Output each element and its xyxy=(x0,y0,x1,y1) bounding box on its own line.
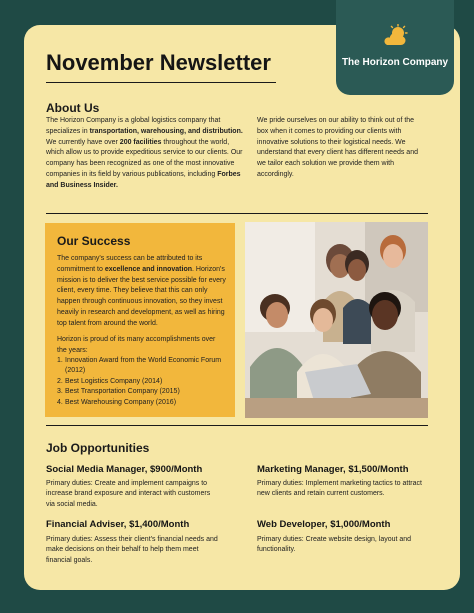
emphasis-text: Forbes and Business Insider. xyxy=(46,170,241,189)
accomplishment-item xyxy=(57,377,227,387)
success-intro: Horizon is proud of its many accomplishments over the years: xyxy=(57,336,216,354)
section-divider-2 xyxy=(46,425,428,426)
company-badge xyxy=(336,0,454,95)
accomplishment-item xyxy=(57,387,227,397)
cloud-sun-icon xyxy=(381,24,411,48)
accomplishments-list xyxy=(57,356,227,408)
page-title: November Newsletter xyxy=(46,50,271,75)
accomplishment-item xyxy=(57,398,227,408)
item-number: 4. xyxy=(57,398,63,406)
accomplishment-item xyxy=(57,356,227,377)
body-text-run: We currently have over xyxy=(46,138,120,146)
success-panel xyxy=(45,223,235,417)
emphasis-text: 200 facilities xyxy=(119,138,162,146)
body-text-run: The company's success can be attributed to its commitment to xyxy=(57,255,203,273)
body-text-run: The Horizon Company is a global logistics company that specializes in xyxy=(46,117,221,135)
about-text-right: We pride ourselves on our ability to think out of the box when it comes to providing our clients with innovative solutions to their logistical needs. We understand that every client has different needs and we tailor each solution we provide them with accordingly. xyxy=(257,117,418,178)
company-name: The Horizon Company xyxy=(341,57,449,68)
team-photo xyxy=(245,222,428,418)
job-title: Financial Adviser, $1,400/Month xyxy=(46,519,190,530)
body-text-run: . Horizon's mission is to deliver the best service possible for every client, every time. They believe that this can only happen through continuous innovation, so they invest heavily in research and development, as well as hiring top talent from around the world. xyxy=(57,265,226,327)
item-number: 3. xyxy=(57,388,63,396)
team-photo-illustration xyxy=(245,222,428,418)
about-heading: About Us xyxy=(46,101,100,115)
item-text: Best Transportation Company (2015) xyxy=(65,388,180,396)
job-title: Social Media Manager, $900/Month xyxy=(46,464,203,475)
job-description: Primary duties: Create website design, layout and functionality. xyxy=(257,536,412,554)
jobs-heading: Job Opportunities xyxy=(46,441,150,455)
emphasis-text: excellence and innovation xyxy=(104,265,192,273)
job-description: Primary duties: Create and implement campaigns to increase brand exposure and interact with customers via social media. xyxy=(46,480,211,508)
job-description: Primary duties: Implement marketing tactics to attract new clients and retain current customers. xyxy=(257,480,422,498)
body-text-run: throughout the world, which allow us to provide expeditious service to our clients. Our company has been recognized as one of the most innovative companies in its field by various publications, including xyxy=(46,138,243,178)
item-number: 2. xyxy=(57,377,63,385)
job-title: Marketing Manager, $1,500/Month xyxy=(257,464,409,475)
item-text: Best Warehousing Company (2016) xyxy=(65,398,177,406)
item-text: Best Logistics Company (2014) xyxy=(65,377,163,385)
success-heading: Our Success xyxy=(57,234,131,248)
item-text: Innovation Award from the World Economic Forum (2012) xyxy=(65,357,222,375)
success-paragraph xyxy=(57,254,227,330)
item-number: 1. xyxy=(57,357,63,364)
section-divider xyxy=(46,213,428,214)
about-text-left xyxy=(46,116,244,192)
emphasis-text: transportation, warehousing, and distribution. xyxy=(89,127,243,135)
job-description: Primary duties: Assess their client's financial needs and make decisions on their behalf to help them meet financial goals. xyxy=(46,536,218,564)
job-title: Web Developer, $1,000/Month xyxy=(257,519,391,530)
title-divider xyxy=(46,82,276,83)
